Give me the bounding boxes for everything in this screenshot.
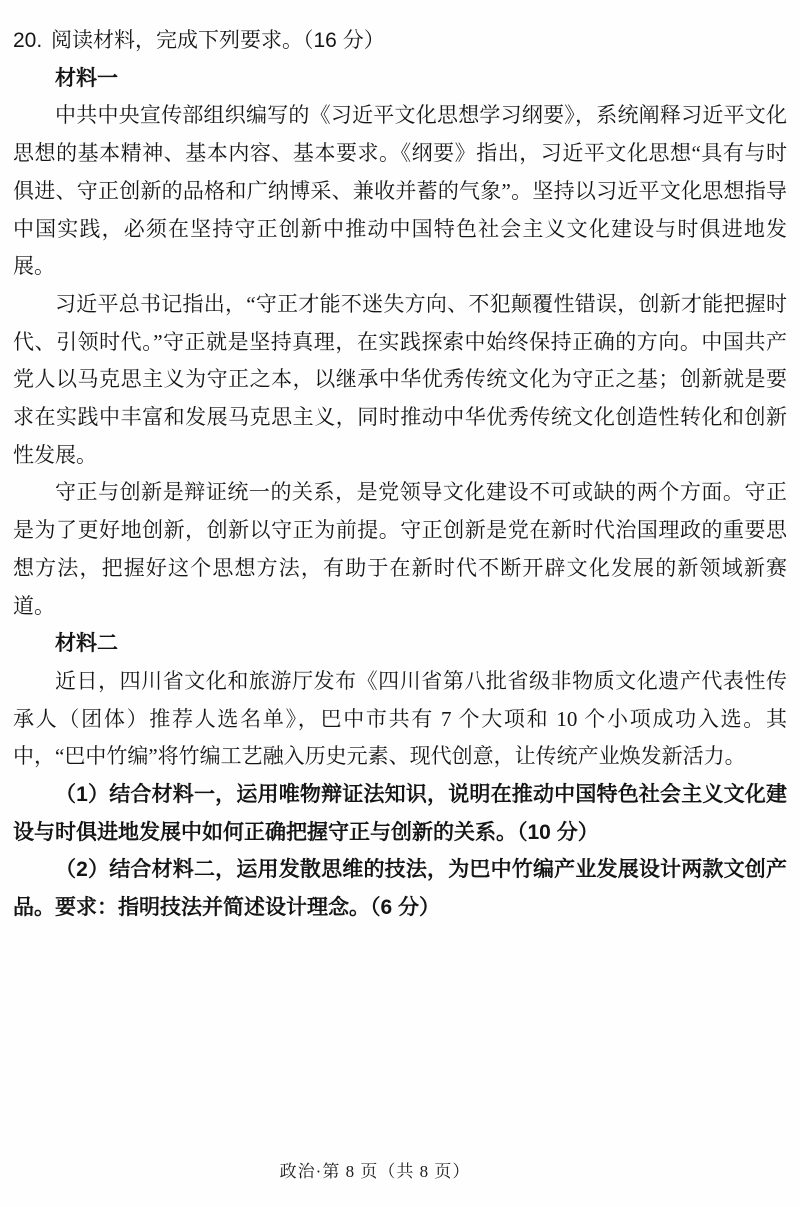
material-two-label: 材料二 — [55, 632, 118, 656]
question-prompt: 阅读材料，完成下列要求。（16 分） — [51, 29, 385, 52]
material-one-paragraph-1: 中共中央宣传部组织编写的《习近平文化思想学习纲要》，系统阐释习近平文化思想的基本精神、基本内容、基本要求。《纲要》指出，习近平文化思想“具有与时俱进、守正创新的品格和广纳博采、兼收并蓄的气象”。坚持以习近平文化思想指导中国实践，必须在坚持守正创新中推动中国特色社会主义文化建设与时俱进地发展。 — [13, 103, 787, 279]
sub-question-1: （1）结合材料一，运用唯物辩证法知识，说明在推动中国特色社会主义文化建设与时俱进地发展中如何正确把握守正与创新的关系。（10 分） — [13, 783, 787, 844]
material-one-label: 材料一 — [55, 66, 118, 90]
sub-question-2: （2）结合材料二，运用发散思维的技法，为巴中竹编产业发展设计两款文创产品。要求：指明技法并简述设计理念。（6 分） — [13, 858, 787, 920]
page-footer — [0, 1160, 800, 1184]
question-block — [13, 22, 787, 927]
page-footer-label: 政治·第 8 页（共 8 页） — [279, 1162, 471, 1181]
material-two-paragraph-1: 近日，四川省文化和旅游厅发布《四川省第八批省级非物质文化遗产代表性传承人（团体）推荐人选名单》，巴中市共有 7 个大项和 10 个小项成功入选。其中，“巴中竹编”将竹编工艺融入历史元素、现代创意，让传统产业焕发新活力。 — [13, 668, 787, 769]
material-one-paragraph-2: 习近平总书记指出，“守正才能不迷失方向、不犯颠覆性错误，创新才能把握时代、引领时代。”守正就是坚持真理，在实践探索中始终保持正确的方向。中国共产党人以马克思主义为守正之本，以继承中华优秀传统文化为守正之基；创新就是要求在实践中丰富和发展马克思主义，同时推动中华优秀传统文化创造性转化和创新性发展。 — [13, 291, 787, 467]
question-number: 20. — [13, 29, 43, 52]
question-header-line — [13, 22, 787, 60]
material-one-paragraph-3: 守正与创新是辩证统一的关系，是党领导文化建设不可或缺的两个方面。守正是为了更好地创新，创新以守正为前提。守正创新是党在新时代治国理政的重要思想方法，把握好这个思想方法，有助于在新时代不断开辟文化发展的新领域新赛道。 — [13, 480, 787, 618]
